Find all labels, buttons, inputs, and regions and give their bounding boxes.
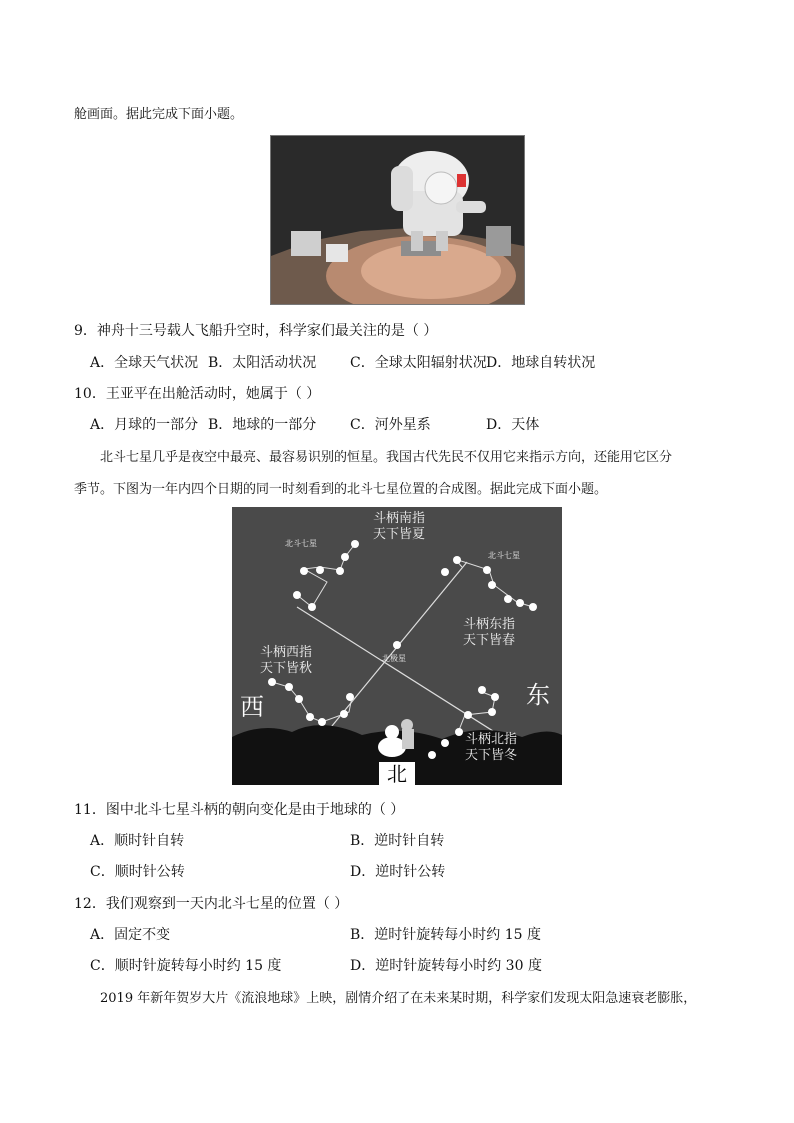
- question-9-option-d[interactable]: D．地球自转状况: [486, 355, 596, 371]
- star: [504, 595, 512, 603]
- question-10-stem: 10．王亚平在出舱活动时，她属于（ ）: [74, 386, 321, 402]
- star: [340, 710, 348, 718]
- star: [285, 683, 293, 691]
- star: [346, 693, 354, 701]
- observer-figure: [378, 737, 406, 757]
- autumn-label-2: 天下皆秋: [260, 661, 313, 676]
- autumn-label-1: 斗柄西指: [260, 645, 313, 660]
- star: [529, 603, 537, 611]
- big-dipper-label-right: 北斗七星: [488, 551, 520, 560]
- question-11-option-a[interactable]: A．顺时针自转: [90, 833, 185, 849]
- star: [351, 540, 359, 548]
- star: [341, 553, 349, 561]
- spacewalk-illustration: [271, 136, 524, 304]
- question-12-option-a[interactable]: A．固定不变: [90, 927, 171, 943]
- polaris-label: 北极星: [382, 654, 406, 663]
- question-12-option-d[interactable]: D．逆时针旋转每小时约 30 度: [350, 958, 542, 974]
- question-12-option-c[interactable]: C．顺时针旋转每小时约 15 度: [90, 958, 282, 974]
- star: [428, 751, 436, 759]
- passage-tail: 舱画面。据此完成下面小题。: [74, 107, 244, 122]
- star: [488, 708, 496, 716]
- big-dipper-label-left: 北斗七星: [285, 539, 317, 548]
- observer-head: [385, 725, 399, 739]
- question-10-option-b[interactable]: B．地球的一部分: [208, 417, 317, 433]
- question-9-option-b[interactable]: B．太阳活动状况: [208, 355, 317, 371]
- star: [336, 567, 344, 575]
- star: [464, 711, 472, 719]
- question-10-option-a[interactable]: A．月球的一部分: [90, 417, 199, 433]
- star: [478, 686, 486, 694]
- star: [455, 728, 463, 736]
- star: [316, 566, 324, 574]
- star: [268, 678, 276, 686]
- polaris-star: [393, 641, 401, 649]
- east-label: 东: [526, 681, 550, 709]
- question-11-stem: 11．图中北斗七星斗柄的朝向变化是由于地球的（ ）: [74, 802, 405, 818]
- star: [295, 695, 303, 703]
- passage-big-dipper-line-2: 季节。下图为一年内四个日期的同一时刻看到的北斗七星位置的合成图。据此完成下面小题。: [74, 482, 608, 497]
- star: [300, 567, 308, 575]
- north-label: 北: [379, 762, 415, 785]
- second-observer-body: [402, 729, 414, 749]
- spring-label-1: 斗柄东指: [463, 617, 516, 632]
- summer-label-1: 斗柄南指: [373, 511, 426, 526]
- star: [453, 556, 461, 564]
- question-10-option-d[interactable]: D．天体: [486, 417, 540, 433]
- star: [483, 566, 491, 574]
- star: [308, 603, 316, 611]
- passage-big-dipper-line-1: 北斗七星几乎是夜空中最亮、最容易识别的恒星。我国古代先民不仅用它来指示方向，还能用它区分: [100, 450, 673, 465]
- star: [488, 581, 496, 589]
- question-10-option-c[interactable]: C．河外星系: [350, 417, 431, 433]
- question-12-stem: 12．我们观察到一天内北斗七星的位置（ ）: [74, 896, 349, 912]
- star: [441, 568, 449, 576]
- star: [293, 591, 301, 599]
- big-dipper-diagram: [232, 507, 562, 785]
- question-12-option-b[interactable]: B．逆时针旋转每小时约 15 度: [350, 927, 542, 943]
- passage-wandering-earth: 2019 年新年贺岁大片《流浪地球》上映，剧情介绍了在未来某时期，科学家们发现太阳急速衰老膨胀，: [100, 991, 697, 1006]
- question-11-option-c[interactable]: C．顺时针公转: [90, 864, 185, 880]
- question-9-option-a[interactable]: A．全球天气状况: [90, 355, 199, 371]
- summer-label-2: 天下皆夏: [373, 527, 426, 542]
- question-9-option-c[interactable]: C．全球太阳辐射状况: [350, 355, 487, 371]
- winter-label-1: 斗柄北指: [465, 732, 518, 747]
- star: [318, 718, 326, 726]
- question-9-stem: 9．神舟十三号载人飞船升空时，科学家们最关注的是（ ）: [74, 323, 438, 339]
- west-label: 西: [240, 693, 264, 721]
- star: [491, 693, 499, 701]
- winter-label-2: 天下皆冬: [465, 748, 518, 763]
- question-11-option-d[interactable]: D．逆时针公转: [350, 864, 446, 880]
- spacewalk-photo: [270, 135, 525, 305]
- spring-label-2: 天下皆春: [463, 633, 516, 648]
- star: [306, 713, 314, 721]
- question-11-option-b[interactable]: B．逆时针自转: [350, 833, 445, 849]
- star: [441, 739, 449, 747]
- star: [516, 599, 524, 607]
